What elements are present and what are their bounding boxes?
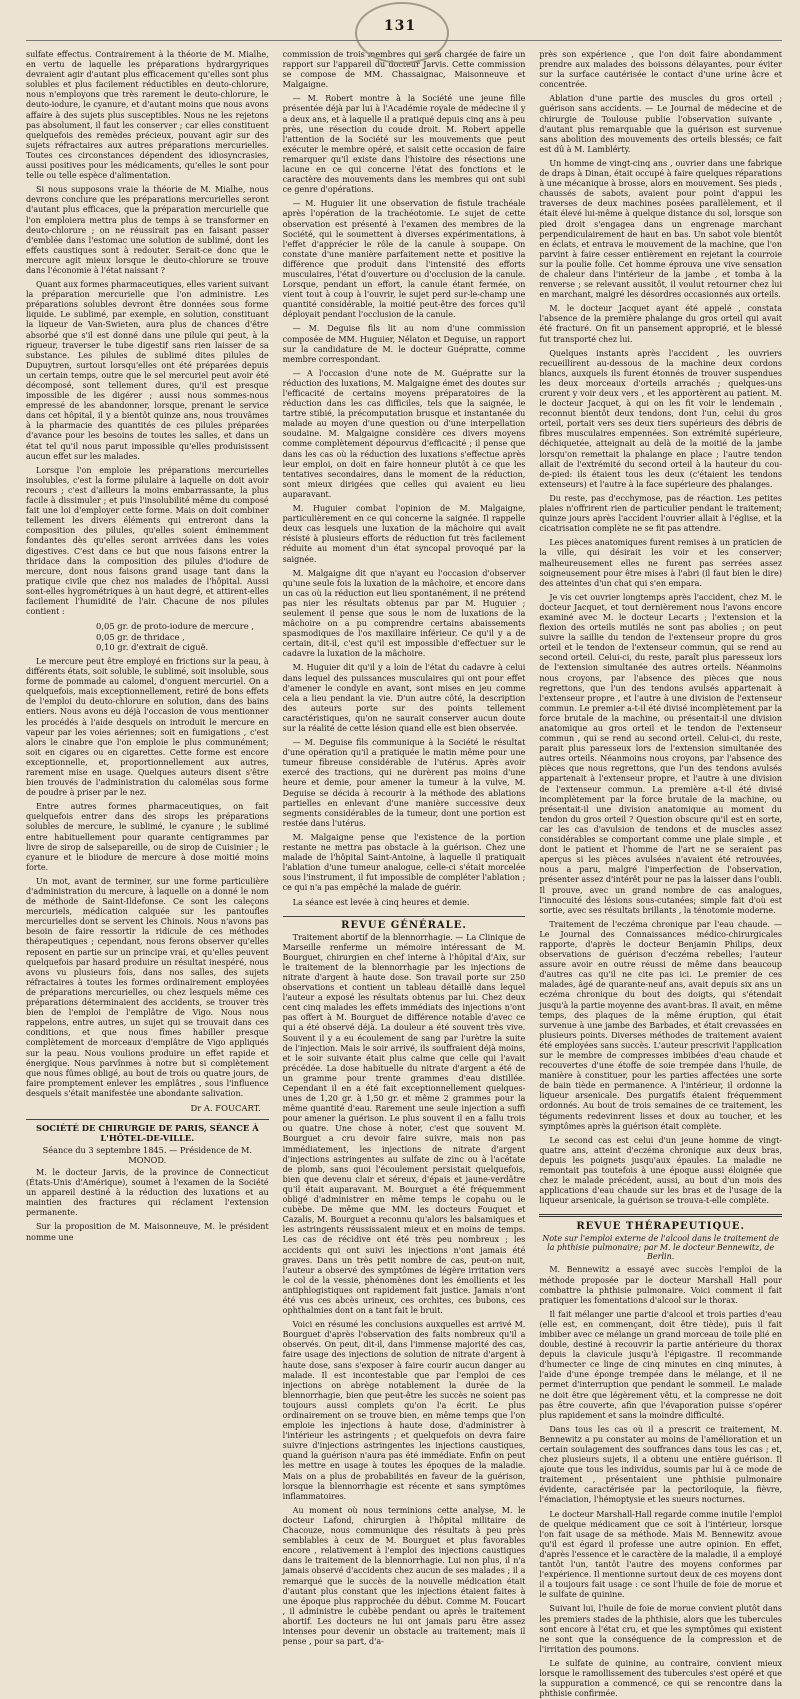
article-paragraph: M. Huguier combat l'opinion de M. Malgaigne, particulièrement en ce qui concerne la saignée. Il rappelle deux cas lesquels une luxation de la mâchoire qui avait résisté à plusieurs efforts de réduction fut très facilement réduite au moment d'un état syncopal provoqué par la saignée. (282, 504, 526, 564)
columns (26, 50, 783, 1699)
article-paragraph: sulfate effectus. Contrairement à la théorie de M. Mialhe, en vertu de laquelle les préparations hydrargyriques devraient agir d'autant plus efficacement qu'elles sont plus solubles et plus facilement réductibles en deuto-chlorure, nous n'employons que très rarement le deuto-chlorure, le deuto-iodure, le cyanure, et d'autant moins que nous avons affaire à des sujets plus susceptibles. Nous ne les rejetons pas absolument, il faut les conserver ; car elles constituent quelquefois des remèdes précieux, pouvant agir sur des sujets réfractaires aux autres préparations mercurielles. Toutes ces circonstances dépendent des idiosyncrasies, aussi positives pour les médicaments, qu'elles le sont pour telle ou telle espèce d'alimentation. (26, 50, 269, 181)
revue-generale-heading: REVUE GÉNÉRALE. (283, 916, 526, 931)
article-paragraph: — M. Deguise fils communique à la Société le résultat d'une opération qu'il a pratiquée le matin même pour une tumeur fibreuse considérable de l'utérus. Après avoir exercé des tractions, qui ne durèrent pas moins d'une heure et demie, pour amener la tumeur à la vulve, M. Deguise se décida à recourir à la méthode des ablations partielles en enlevant d'une manière successive deux segments considérables de la tumeur, dont une portion est restée dans l'utérus. (282, 738, 526, 828)
society-session-line: Séance du 3 septembre 1845. — Présidence de M. MONOD. (42, 1144, 253, 1165)
article-paragraph: M. Malgaigne dit que n'ayant eu l'occasion d'observer qu'une seule fois la luxation de la mâchoire, et encore dans un cas où la réduction eut lieu spontanément, il ne prétend pas nier les résultats obtenus par par M. Huguier ; seulement il pense que sous le nom de luxations de la mâchoire on a pu comprendre certains abaissements spasmodiques de l'os maxillaire inférieur. Ce qu'il y a de certain, dit-il, c'est qu'il est impossible d'effectuer sur le cadavre la luxation de la mâchoire. (282, 568, 526, 659)
article-paragraph: M. Malgaigne pense que l'existence de la portion restante ne mettra pas obstacle à la guérison. Chez une malade de l'hôpital Saint-Antoine, à laquelle il pratiquait l'ablation d'une tumeur analogue, celle-ci s'était morcelée sous l'instrument, il fut impossible de compléter l'ablation ; ce qui n'a pas empêché la malade de guérir. (282, 832, 526, 893)
article-paragraph: Traitement abortif de la blennorrhagie. — La Clinique de Marseille renferme un mémoire intéressant de M. Bourguet, chirurgien en chef interne à l'hôpital d'Aix, sur le traitement de la blennorrhagie par les injections de nitrate d'argent à haute dose. Son travail porte sur 250 observations et contient un tableau détaillé dans lequel l'auteur a exposé les résultats obtenus par lui. Chez deux cent cinq malades les effets immédiats des injections n'ont pas offert à M. Bourguet de différence notable d'avec ce qui a été observé déjà. La douleur a été souvent très vive. Souvent il y a eu écoulement de sang par l'urètre la suite de l'injection. Mais le soir arrivé, ils souffraient déjà moins, et le soir suivante était plus calme que celle qui l'avait précédée. La dose habituelle du nitrate d'argent a été de un gramme pour trente grammes d'eau distillée. Cependant il en a été fait exceptionnellement quelques-unes de 1,20 gr. à 1,50 gr. et même 2 grammes pour la même quantité d'eau. Rarement une seule injection a suffi pour amener la guérison. Le plus souvent il en a fallu trois ou quatre. Une chose à noter, c'est que souvent M. Bourguet a cru devoir faire suivre, mais non pas immédiatement, les injections de nitrate d'argent d'injections astringentes au sulfate de zinc ou à l'acétate de plomb, sans quoi l'écoulement persistait quelquefois, bien que devenu clair et séreux, d'épais et jaune-verdâtre qu'il était auparavant. M. Bourguet a été fréquemment obligé d'administrer en même temps le copahu ou le cubèbe. De même que MM. les docteurs Fouquet et Cazalis, M. Bourguet a reconnu qu'alors les balsamiques et les astringents réussissaient mieux et en moins de temps. Les cas de récidive ont été très peu nombreux ; les accidents qui ont suivi les injections n'ont jamais été graves. Dans un très petit nombre de cas, peut-on nuit, l'auteur a observé des symptômes de légère irritation vers le col de la vessie, phénomènes dont les émollients et les antiphlogistiques ont rapidement fait justice. Jamais n'ont été vus ces abcès urineux, ces orchites, ces bubons, ces ophthalmies dont on a tant fait le bruit. (282, 932, 526, 1316)
article-paragraph: M. Huguier dit qu'il y a loin de l'état du cadavre à celui dans lequel des puissances musculaires qui ont pour effet d'amener le condyle en avant, sont mises en jeu comme cela a lieu pendant la vie. D'un autre côté, la description des auteurs porte sur des points tellement caractéristiques, qu'on ne saurait conserver aucun doute sur la réalité de cette lésion quand elle est bien observée. (282, 663, 526, 733)
article-paragraph: Le second cas est celui d'un jeune homme de vingt-quatre ans, atteint d'eczéma chronique aux deux bras, depuis les poignets jusqu'aux épaules. La maladie ne remontait pas toutefois à une époque aussi éloignée que chez le malade précédent, aussi, au bout d'un mois des applications d'eau chaude sur les bras et de l'usage de la liqueur arsenicale, la guérison se trouva-t-elle complète. (539, 1135, 783, 1206)
article-paragraph: Il fait mélanger une partie d'alcool et trois parties d'eau (elle est, en commençant, doit être tiède), puis il fait imbiber avec ce mélange un grand morceau de toile plié en double, destiné à recouvrir la partie antérieure du thorax depuis la clavicule jusqu'à l'épigastre. Il recommande d'humecter ce linge de cinq minutes en cinq minutes, à l'aide d'une éponge trempée dans le mélange, et il ne permet d'interruption que pendant le sommeil. Le malade ne doit être que légèrement vêtu, et la compresse ne doit pas être couverte, afin que l'évaporation puisse s'opérer plus rapidement et sans la moindre difficulté. (539, 1309, 783, 1420)
article-paragraph: Si nous supposons vraie la théorie de M. Mialhe, nous devrons conclure que les préparations mercurielles seront d'autant plus efficaces, que la préparation mercurielle que l'on emploiera mettra plus de temps à se transformer en deuto-chlorure ; on ne réussirait pas en faisant passer d'emblée dans l'estomac une solution de sublimé, dont les effets caustiques sont à redouter. Serait-ce donc que le mercure agit mieux lorsque le deuto-chlorure se trouve dans l'économie à l'état naissant ? (26, 185, 269, 275)
article-paragraph: La séance est levée à cinq heures et demie. (292, 897, 470, 907)
revue-therapeutique-heading: REVUE THÉRAPEUTIQUE. (539, 1214, 782, 1232)
article-paragraph: commission de trois membres qui sera chargée de faire un rapport sur l'appareil du docteur Jarvis. Cette commission se compose de MM. Chassaignac, Maisonneuve et Malgaigne. (282, 50, 526, 90)
society-heading: SOCIÉTÉ DE CHIRURGIE DE PARIS, SÉANCE À L'HÔTEL-DE-VILLE. (26, 1119, 269, 1143)
article-paragraph: Dans tous les cas où il a prescrit ce traitement, M. Bennewitz a pu constater au moins de l'amélioration et un certain soulagement des souffrances dans tous les cas ; et, chez plusieurs sujets, il a obtenu une entière guérison. Il ajoute que tous les individus, soumis par lui à ce mode de traitement , présentaient une phthisie pulmonaire évidente, caractérisée par la pectoriloquie, la fièvre, l'émaciation, l'hémoptysie et les sueurs nocturnes. (539, 1424, 783, 1505)
article-paragraph: Au moment où nous terminions cette analyse, M. le docteur Lafond, chirurgien à l'hôpital militaire de Chacouze, nous communique des résultats à peu près semblables à ceux de M. Bourguet et plus favorables encore , relativement à l'emploi des injections caustiques dans le traitement de la blennorrhagie. Lui non plus, il n'a jamais observé d'accidents chez aucun de ses malades ; il a remarqué que le succès de la nouvelle médication était d'autant plus constant que les injections étaient faites à une époque plus rapprochée du début. Comme M. Foucart , il administre le cubèbe pendant ou après le traitement abortif. Les docteurs ne lui ont jamais paru être assez intenses pour devenir un obstacle au traitement; mais il pense , pour sa part, d'a- (282, 1505, 526, 1647)
article-paragraph: Le sulfate de quinine, au contraire, convient mieux lorsque le ramollissement des tubercules s'est opéré et que la suppuration a commencé, ce qui se rencontre dans la phthisie confirmée. (539, 1658, 783, 1699)
article-paragraph: — M. Huguier lit une observation de fistule trachéale après l'opération de la trachéotomie. Le sujet de cette observation est présenté à l'examen des membres de la Société, qui le soumettent à diverses expérimentations, à l'effet d'apprécier le rôle de la canule à soupape. On constate d'une manière parfaitement nette et positive la différence que produit dans l'intensité des efforts musculaires, l'état d'ouverture ou d'occlusion de la canule. Lorsque, pendant un effort, la canule étant fermée, on vient tout à coup à l'ouvrir, le sujet perd sur-le-champ une quantité considérable, la moitié peut-être des forces qu'il déployait pendant l'occlusion de la canule. (282, 199, 526, 320)
column-2 (282, 50, 526, 1647)
article-paragraph: Ablation d'une partie des muscles du gros orteil ; guérison sans accidents. — Le Journal de médecine et de chirurgie de Toulouse publie l'observation suivante , d'autant plus remarquable que la guérison est survenue sans abolition des mouvements des orteils blessés; ce fait est dû à M. Lamblérty. (539, 94, 783, 154)
pill-ingredients (96, 621, 269, 653)
page-number: 131 (383, 18, 417, 34)
article-paragraph: Un mot, avant de terminer, sur une forme particulière d'administration du mercure, à laquelle on a donné le nom de méthode de Saint-Ildefonse. Ce sont les caleçons mercuriels, médication calquée sur les pantoufles mercurielles dont se servent les Chinois. Nous n'avons pas besoin de faire ressortir la ridicule de ces méthodes thérapeutiques ; cependant, nous ferons observer qu'elles reposent en partie sur un principe vrai, et qu'elles peuvent quelquefois par hasard produire un résultat inespéré, nous avons vu plusieurs fois, dans nos salles, des sujets réfractaires à toutes les formes ordinairement employées de préparations mercurielles, ou chez lesquels même ces préparations déterminaient des accidents, se trouver très bien de l'emploi de l'emplâtre de Vigo. Nous nous rappelons, entre autres, un sujet qui se trouvait dans ces conditions, et que nous fîmes habiller presque complètement de morceaux d'emplâtre de Vigo appliqués sur la peau. Nous voulions produire un effet rapide et énergique. Nous parvînmes à notre but si complètement que nous fûmes obligé, au bout de trois ou quatre jours, de faire promptement enlever les emplâtres , sous l'influence desquels s'était manifestée une abondante salivation. (26, 876, 269, 1098)
revue-therapeutique-subtitle: Note sur l'emploi externe de l'alcool dans le traitement de la phthisie pulmonaire; par M. le docteur Bennewitz, de Berlin. (542, 1234, 780, 1262)
article-paragraph: M. Bennewitz a essayé avec succès l'emploi de la méthode proposée par le docteur Marshall Hall pour combattre la phthisie pulmonaire. Voici comment il fait pratiquer les fomentations d'alcool sur le thorax. (539, 1265, 783, 1305)
article-paragraph: Le mercure peut être employé en frictions sur la peau, à différents états, soit soluble, le sublimé, soit insoluble, sous forme de pommade au calomel, d'onguent mercuriel. On a quelquefois, mais exceptionnellement, retiré de bons effets de l'emploi du deuto-chlorure en solution, dans des bains entiers. Nous avons eu déjà l'occasion de vous mentionner les procédés à l'aide desquels on introduit le mercure en vapeur par les voies aériennes; soit en fumigations , c'est alors le cinabre que l'on emploie le plus communément; soit en cigares ou en cigarettes. Cette forme est encore exceptionnelle, et, proportionnellement aux autres, rarement mise en usage. Quelques auteurs disent s'être bien trouvés de l'administration du calomélas sous forme de poudre à priser par le nez. (26, 656, 269, 798)
column-1 (26, 50, 269, 1242)
article-paragraph: Le docteur Marshall-Hall regarde comme inutile l'emploi de quelque médicament que ce soit à l'intérieur, lorsque l'on fait usage de sa méthode. Mais M. Bennewitz avoue qu'il est égard il professe une autre opinion. En effet, d'après l'essence et le caractère de la maladie, il a employé tantôt l'un, tantôt l'autre des moyens conformes par l'expérience. Il mentionne surtout deux de ces moyens dont il a toujours fait usage : ce sont l'huile de foie de morue et le sulfate de quinine. (539, 1509, 783, 1600)
article-paragraph: M. le docteur Jarvis, de la province de Connecticut (États-Unis d'Amérique), soumet à l'examen de la Société un appareil destiné à la réduction des luxations et au maintien des fractures qui réclament l'extension permanente. (26, 1167, 269, 1218)
article-paragraph: Sur la proposition de M. Maisonneuve, M. le président nomme une (26, 1222, 269, 1242)
article-paragraph: Suivant lui, l'huile de foie de morue convient plutôt dans les premiers stades de la phthisie, alors que les tubercules sont encore à l'état cru, et que les symptômes qui existent ne sont que la conséquence de la compression et de l'irritation des poumons. (539, 1604, 783, 1654)
article-paragraph: Les pièces anatomiques furent remises à un praticien de la ville, qui désirait les voir et les conserver; malheureusement elles ne furent pas serrées assez soigneusement pour être mises à l'abri (il faut bien le dire) des atteintes d'un chat qui s'en empara. (539, 538, 783, 588)
ingredient-line: 0,10 gr. d'extrait de ciguë. (96, 642, 209, 653)
article-paragraph: — A l'occasion d'une note de M. Guépratte sur la réduction des luxations, M. Malgaigne émet des doutes sur l'efficacité de certains moyens préparatoires de la réduction dans les cas difficiles, tels que la saignée, le tartre stibié, la précomputation brusque et instantanée du malade au moyen d'une question ou d'une interpellation soudaine. M. Malgaigne considère ces divers moyens comme complètement dépourvus d'efficacité ; il pense que dans les cas où la réduction des luxations s'effectue après leur emploi, on doit en faire honneur plutôt à ce que les tentatives secondaires, dans le moment de la réduction, sont mieux dirigées que celles qui avaient eu lieu auparavant. (282, 368, 526, 499)
article-paragraph: M. le docteur Jacquet ayant été appelé , constata l'absence de la première phalange du gros orteil qui avait été fracturé. On fit un pansement approprié, et le blessé fut transporté chez lui. (539, 304, 783, 344)
ingredient-line: 0,05 gr. de proto-iodure de mercure , (96, 621, 255, 632)
header-rule (26, 40, 782, 41)
article-paragraph: Lorsque l'on emploie les préparations mercurielles insolubles, c'est la forme pilulaire à laquelle on doit avoir recours ; c'est d'ailleurs la moins embarrassante, la plus facile à dissimuler ; et puis l'insolubilité même du composé fait une loi d'employer cette forme. Mais on doit combiner tellement les divers éléments qui entreront dans la composition des pilules, qu'elles soient éminemment fondantes dès qu'elles seront arrivées dans les voies digestives. C'est dans ce but que nous faisons entrer la thridace dans la composition des pilules d'iodure de mercure, dont nous faisons grand usage tant dans la pratique civile que chez nos malades de l'hôpital. Aussi sont-elles hygrométriques à un haut degré, et attirent-elles facilement l'humidité de l'air. Chacune de nos pilules contient : (26, 465, 269, 617)
article-paragraph: — M. Robert montre à la Société une jeune fille présentée déjà par lui à l'Académie royale de médecine il y a deux ans, et à laquelle il a pratiqué depuis cinq ans à peu près, une résection du coude droit. M. Robert appelle l'attention de la Société sur les mouvements que peut exécuter le membre opéré, et saisit cette occasion de faire remarquer qu'il existe dans l'histoire des résections une lacune en ce qui concerne l'état des fonctions et le caractère des mouvements dans les membres qui ont subi ce genre d'opérations. (282, 94, 526, 195)
ingredient-line: 0,05 gr. de thridace , (96, 631, 185, 642)
article-paragraph: Je vis cet ouvrier longtemps après l'accident, chez M. le docteur Jacquet, et tout dernièrement nous l'avons encore examiné avec M. le docteur Lecarts ; l'extension et la flexion des orteils mutilés ne sont pas abolies ; on peut suivre la saillie du tendon de l'extenseur propre du gros orteil et le tendon de l'extenseur commun, qui se rend au second orteil. Celui-ci, du reste, paraît plus paresseux lors de l'extension simultanée des autres orteils. Néanmoins nous croyons, par l'absence des pièces que nous regrettons, que l'un des tendons avulsés appartenait à l'extenseur propre , et l'autre à une division de l'extenseur commun. Le premier a-t-il été divisé incomplètement par la force brutale de la machine, ou présentait-il une division anatomique au gros orteil et le tendon de l'extenseur commun , qui se rend au second orteil. Celui-ci, du reste, parait plus paresseux lors de l'extension simultanée des autres orteils. Néanmoins nous croyons, par l'absence des pièces que nous regrettons, que l'un des tendons avulsés appartenait à l'extenseur propre, et l'autre à une division de l'extenseur commun. La première a-t-il été divisé incomplètement par la force brutale de la machine, ou présentait-il une division anatomique au moment du tendon du gros orteil ? Question obscure qu'il est en sorte, car les cas d'avulsion de tendons et de muscles assez considérables se comportant comme une plaie simple , et dont le patient et l'homme de l'art ne se seraient pas aperçus si les pièces avulsées n'avaient été retrouvées, nous a paru, malgré l'imperfection de l'observation, présenter assez d'intérêt pour ne pas la laisser dans l'oubli. Il prouve, avec un grand nombre de cas analogues, l'innocuité des lésions sous-cutanées; simple fait d'où est sortie, avec ses résultats brillants , la ténotomie moderne. (539, 592, 783, 915)
article-paragraph: Traitement de l'eczéma chronique par l'eau chaude. — Le Journal des Connaissances médico-chirurgicales rapporte, d'après le docteur Benjamin Philips, deux observations de guérison d'eczéma rebelles; l'auteur assure avoir en outre réussi de même dans beaucoup d'autres cas qu'il ne cite pas ici. Le premier de ces malades, âgé de quarante-neuf ans, avait depuis six ans un eczéma chronique du bout des doigts, qui s'étendait jusqu'à la partie moyenne des avant-bras. Il avait, en même temps, des plaques de la même éruption, qui était survenue à une jambe des Barbades, et était crevassées en plusieurs points. Diverses méthodes de traitement avaient été employées sans succès. L'auteur prescrivit l'application sur le membre de compresses imbibées d'eau chaude et recouvertes d'une étoffe de soie trempée dans l'huile, de manière à constituer, pour les parties affectées une sorte de bain tiède en permanence. A l'intérieur, il ordonne la liqueur arsenicale. Des purgatifs étaient fréquemment ordonnés. Au bout de trois semaines de ce traitement, les téguments redevinrent lisses et doux au toucher, et les symptômes après la guérison était complète. (539, 919, 783, 1131)
column-3 (539, 50, 783, 1699)
article-paragraph: Voici en résumé les conclusions auxquelles est arrivé M. Bourguet d'après l'observation des faits nombreux qu'il a observés. On peut, dit-il, dans l'immense majorité des cas, faire usage des injections de solution de nitrate d'argent à haute dose, sans s'exposer à faire courir aucun danger au malade. Il est incontestable que par l'emploi de ces injections on abrège notablement la durée de la blennorrhagie, bien que peut-être les succès ne soient pas toujours aussi complets qu'on l'a écrit. Le plus ordinairement on se trouve bien, en même temps que l'on emploie les injections à haute dose, d'administrer à l'intérieur les astringents ; et quelquefois on devra faire suivre d'injections astringentes les injections caustiques, quand la guérison n'aura pas été immédiate. Enfin on peut les mettre en usage à toutes les époques de la maladie. Mais on a plus de probabilités en faveur de la guérison, lorsque la blennorrhagie est récente et sans symptômes inflammatoires. (282, 1320, 526, 1501)
article-signature: Dr A. FOUCART. (190, 1102, 261, 1113)
article-paragraph: Quant aux formes pharmaceutiques, elles varient suivant la préparation mercurielle que l'on administre. Les préparations solubles devront être données sous forme liquide. Le sublimé, par exemple, en solution, constituant la liqueur de Van-Swieten, aura plus de chances d'être absorbé que s'il est donné dans une pilule qui peut, à la rigueur, traverser le tube digestif sans rien laisser de sa substance. Les pilules de sublimé dites pilules de Dupuytren, surtout lorsqu'elles ont été préparées depuis un certain temps, outre que le sel mercuriel peut avoir été décomposé, sont tellement dures, qu'il est presque impossible de les digérer ; aussi nous sommes-nous empressé de les abandonner, lorsque, prenant le service dans cet hôpital, il y a bientôt quinze ans, nous trouvâmes à la pharmacie des quantités de ces pilules préparées d'avance pour les besoins de toutes les salles, et dans un état tel qu'il nous parut impossible qu'elles produisissent aucun effet sur les malades. (26, 280, 269, 461)
article-paragraph: Quelques instants après l'accident , les ouvriers recueillirent au-dessous de la machine deux cordons blancs, auxquels ils furent étonnés de trouver suspendues les deux morceaux d'orteils arrachés ; quelques-uns crurent y voir deux vers , et les apportèrent au patient. M. le docteur Jacquet, à qui on les fit voir le lendemain , reconnut bientôt deux tendons, dont l'un, celui du gros orteil, portait vers ses deux tiers supérieurs des débris de fibres musculaires empennées. Son extrémité supérieure, déchiquetée, atteignait au delà de la moitié de la jambe lorsqu'on remettait la phalange en place ; l'autre tendon allait de l'extrémité du second orteil à la hauteur du cou-de-pied: ils étaient tous les deux (c'étaient les tendons extenseurs) et l'autre à la face supérieure des phalanges. (539, 348, 783, 489)
article-paragraph: — M. Deguise fils lit au nom d'une commission composée de MM. Huguier, Nélaton et Deguise, un rapport sur la candidature de M. le docteur Guépratte, comme membre correspondant. (282, 324, 526, 364)
article-paragraph: près son expérience , que l'on doit faire abondamment prendre aux malades des boissons délayantes, pour éviter sur la surface cautérisée le contact d'une urine âcre et concentrée. (539, 50, 783, 90)
article-paragraph: Entre autres formes pharmaceutiques, on fait quelquefois entrer dans des sirops les préparations solubles de mercure, le sublimé, le cyanure ; le sublimé entre habituellement pour quarante centigrammes par livre de sirop de salsepareille, ou de sirop de Cuisinier ; le cyanure et le biiodure de mercure à dose moitié moins forte. (26, 802, 269, 872)
article-paragraph: Un homme de vingt-cinq ans , ouvrier dans une fabrique de draps à Dinan, était occupé à faire quelques réparations à une mécanique à brosse, alors en mouvement. Ses pieds , chaussés de sabots, avaient pour point d'appui les traverses de deux machines posées parallèlement, et il était élevé lui-même à quelque distance du sol, lorsque son pied droit s'engagea dans un engrenage marchant perpendiculairement de haut en bas. Un sabot vole bientôt en éclats, et entrava le mouvement de la machine, que l'on parvint à faire cesser entièrement en rejetant la courroie sur la poulie folle. Cet homme éprouva une vive sensation de chaleur dans l'intérieur de la jambe , et tomba à la renverse ; se relevant aussitôt, il voulut retourner chez lui en marchant, malgré les désordres occasionnés aux orteils. (539, 158, 783, 300)
article-paragraph: Du reste, pas d'ecchymose, pas de réaction. Les petites plaies n'offrirent rien de particulier pendant le traitement; quinze jours après l'accident l'ouvrier allait à l'église, et la cicatrisation complète ne se fit pas attendre. (539, 493, 783, 534)
